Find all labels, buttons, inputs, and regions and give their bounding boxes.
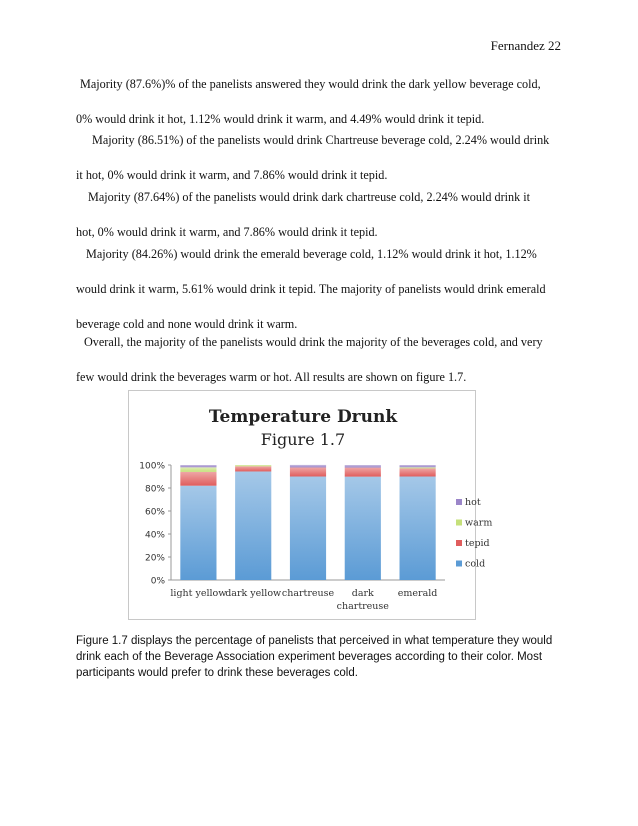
- bar-segment-tepid: [180, 472, 216, 486]
- legend-label-tepid: tepid: [465, 538, 490, 549]
- x-tick-label: dark: [351, 588, 374, 599]
- paragraph-line: few would drink the beverages warm or hot. All results are shown on figure 1.7.: [76, 370, 467, 384]
- bar-segment-cold: [180, 486, 216, 580]
- bar-segment-tepid: [400, 468, 436, 476]
- bar-segment-hot: [345, 465, 381, 468]
- chart-title: Temperature Drunk: [208, 407, 398, 427]
- legend-label-hot: hot: [465, 497, 481, 508]
- legend-swatch-hot: [456, 499, 462, 505]
- y-tick-label: 60%: [144, 507, 165, 518]
- paragraph-line: hot, 0% would drink it warm, and 7.86% would drink it tepid.: [76, 225, 378, 239]
- legend-swatch-warm: [456, 520, 462, 526]
- legend-label-warm: warm: [465, 517, 493, 529]
- page-header: Fernandez 22: [490, 38, 561, 53]
- bar-segment-tepid: [345, 468, 381, 477]
- legend-swatch-cold: [456, 561, 462, 567]
- paragraph-line: Overall, the majority of the panelists would drink the majority of the beverages cold, and very: [84, 335, 543, 349]
- bar-segment-cold: [235, 471, 271, 580]
- y-tick-label: 20%: [144, 553, 165, 564]
- paragraph-line: it hot, 0% would drink it warm, and 7.86% would drink it tepid.: [76, 168, 388, 182]
- chart-subtitle: Figure 1.7: [260, 430, 346, 449]
- paragraph-line: 0% would drink it hot, 1.12% would drink it warm, and 4.49% would drink it tepid.: [76, 112, 485, 126]
- x-tick-label: dark yellow: [225, 588, 282, 599]
- x-tick-label: light yellow: [170, 588, 227, 599]
- y-tick-label: 100%: [139, 461, 165, 472]
- legend-swatch-tepid: [456, 540, 462, 546]
- bar-segment-hot: [290, 465, 326, 468]
- y-tick-label: 80%: [144, 484, 165, 495]
- y-tick-label: 40%: [144, 530, 165, 541]
- stacked-bar-chart: [129, 391, 493, 621]
- legend-label-cold: cold: [465, 558, 486, 570]
- bar-segment-warm: [180, 467, 216, 472]
- bar-segment-warm: [400, 467, 436, 468]
- chart-frame: [128, 390, 493, 620]
- y-tick-label: 0%: [150, 576, 165, 587]
- paragraph-line: beverage cold and none would drink it warm.: [76, 317, 298, 331]
- bar-segment-tepid: [235, 466, 271, 471]
- bar-segment-warm: [235, 465, 271, 466]
- paragraph-overall: [76, 325, 566, 395]
- paragraph-line: Majority (87.6%)% of the panelists answered they would drink the dark yellow beverage cold,: [80, 77, 541, 91]
- x-tick-label: chartreuse: [336, 601, 389, 612]
- x-tick-label: chartreuse: [281, 588, 335, 599]
- bar-segment-cold: [290, 477, 326, 581]
- bar-segment-cold: [400, 477, 436, 581]
- paragraph-line: would drink it warm, 5.61% would drink it tepid. The majority of panelists would drink emerald: [76, 282, 546, 296]
- paragraph-line: Majority (84.26%) would drink the emerald beverage cold, 1.12% would drink it hot, 1.12%: [86, 247, 537, 261]
- bar-segment-hot: [400, 465, 436, 467]
- bar-segment-cold: [345, 477, 381, 580]
- paragraph-line: Majority (87.64%) of the panelists would drink dark chartreuse cold, 2.24% would drink it: [88, 190, 531, 204]
- bar-segment-tepid: [290, 467, 326, 476]
- paragraph-line: Majority (86.51%) of the panelists would drink Chartreuse beverage cold, 2.24% would drink: [92, 133, 550, 147]
- x-tick-label: emerald: [397, 588, 438, 599]
- figure-caption: Figure 1.7 displays the percentage of panelists that perceived in what temperature they would drink each of the Beverage Association experiment beverages according to their color. Most participants would prefer to drink these beverages cold.: [76, 635, 553, 679]
- bar-segment-hot: [180, 465, 216, 467]
